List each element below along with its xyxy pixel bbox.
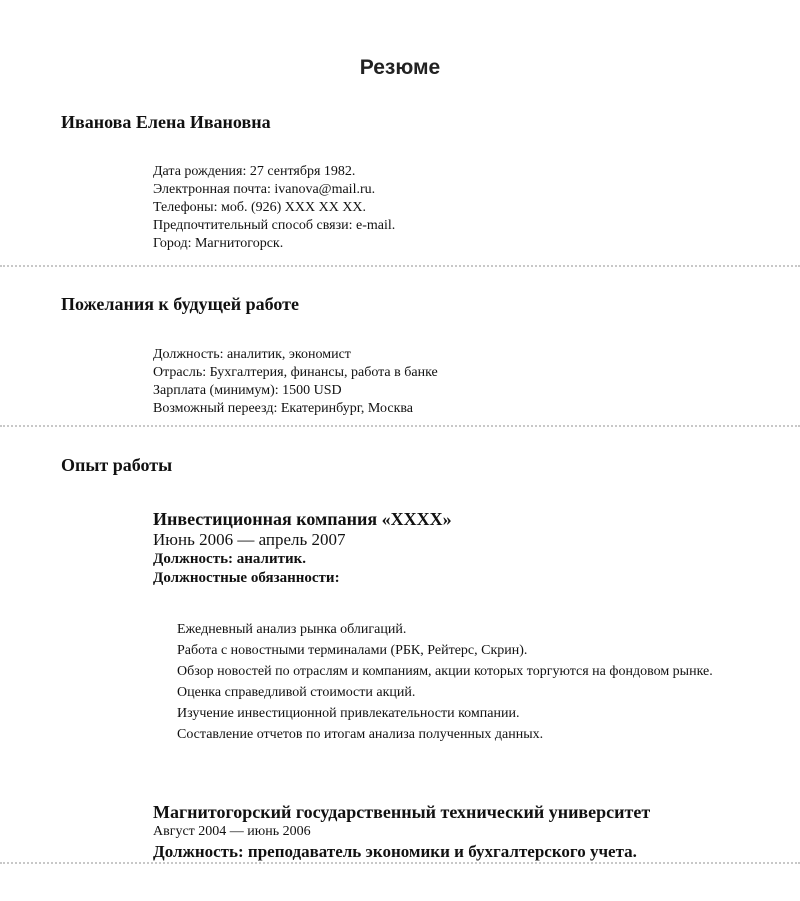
duty-item: Ежедневный анализ рынка облигаций. [177, 622, 407, 637]
company-name: Инвестиционная компания «XXXX» [153, 509, 452, 529]
duty-item: Работа с новостными терминалами (РБК, Рейтерс, Скрин). [177, 643, 528, 658]
wish-relocation: Возможный переезд: Екатеринбург, Москва [153, 401, 414, 416]
duty-item: Оценка справедливой стоимости акций. [177, 685, 416, 700]
email-text: Электронная почта: ivanova@mail.ru. [153, 182, 376, 197]
wishes-info [153, 346, 438, 418]
wish-salary: Зарплата (минимум): 1500 USD [153, 383, 342, 398]
duty-item: Изучение инвестиционной привлекательности компании. [177, 706, 520, 721]
wish-industry: Отрасль: Бухгалтерия, финансы, работа в банке [153, 365, 438, 380]
duty-item: Составление отчетов по итогам анализа полученных данных. [177, 727, 544, 742]
wishes-heading: Пожелания к будущей работе [61, 294, 300, 314]
job-position: Должность: аналитик. [153, 551, 306, 567]
job-entry [153, 801, 650, 863]
person-name: Иванова Елена Ивановна [61, 112, 271, 132]
personal-info [153, 163, 395, 253]
company-name: Магнитогорский государственный технический университет [153, 802, 651, 822]
job-dates: Июнь 2006 — апрель 2007 [153, 530, 346, 549]
duties-label: Должностные обязанности: [153, 570, 340, 586]
experience-heading: Опыт работы [61, 455, 173, 475]
duties-list [177, 619, 777, 745]
section-divider [0, 862, 800, 864]
wish-position: Должность: аналитик, экономист [153, 347, 351, 362]
section-divider [0, 425, 800, 427]
job-position: Должность: преподаватель экономики и бухгалтерского учета. [153, 842, 637, 861]
job-entry [153, 508, 452, 588]
city-text: Город: Магнитогорск. [153, 236, 284, 251]
phone-text: Телефоны: моб. (926) XXX XX XX. [153, 200, 367, 215]
job-dates: Август 2004 — июнь 2006 [153, 824, 311, 839]
birth-date: Дата рождения: 27 сентября 1982. [153, 164, 356, 179]
section-divider [0, 265, 800, 267]
contact-method: Предпочтительный способ связи: e-mail. [153, 218, 396, 233]
page-title: Резюме [359, 56, 441, 79]
duty-item: Обзор новостей по отраслям и компаниям, акции которых торгуются на фондовом рынке. [177, 664, 713, 679]
